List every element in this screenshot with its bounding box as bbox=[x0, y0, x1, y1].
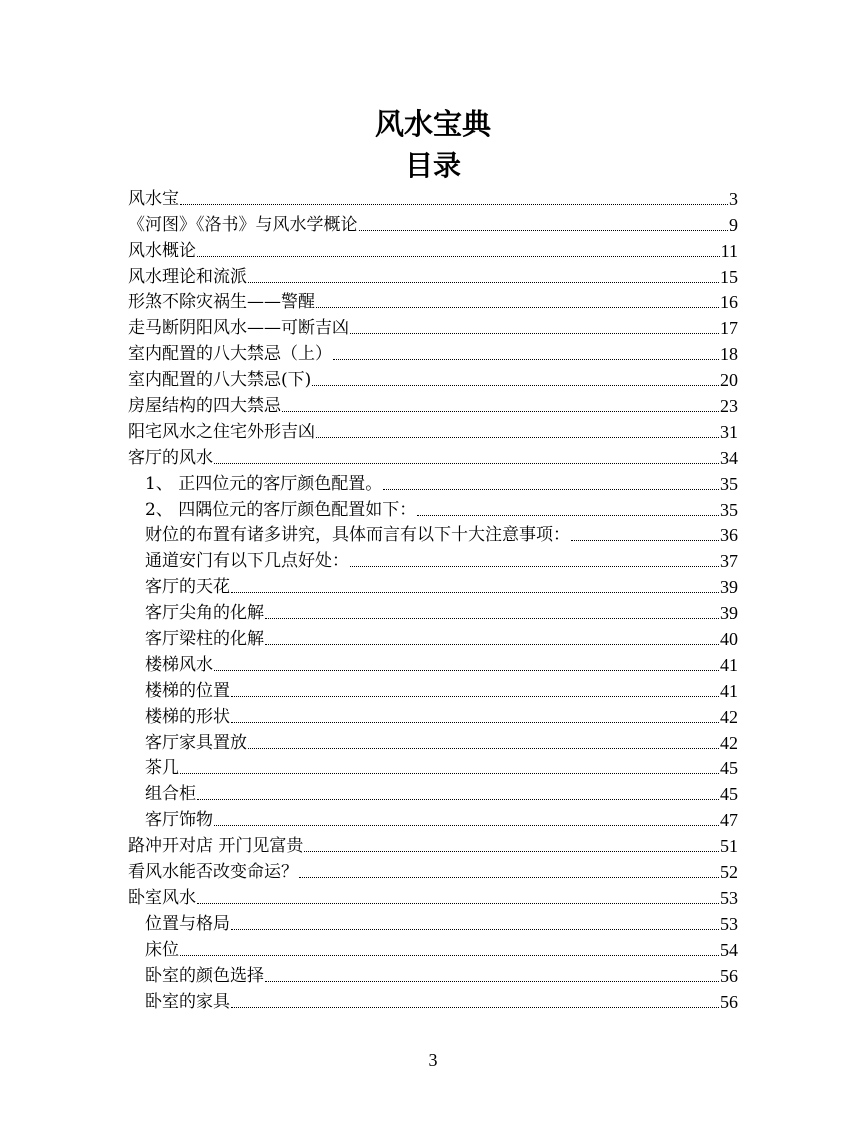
toc-entry-label: 《河图》《洛书》与风水学概论 bbox=[128, 214, 358, 235]
toc-entry[interactable] bbox=[128, 469, 738, 495]
toc-entry[interactable] bbox=[128, 702, 738, 728]
toc-entry-label: 风水宝 bbox=[128, 188, 179, 209]
toc-entry-page: 15 bbox=[720, 266, 738, 287]
toc-entry[interactable] bbox=[128, 779, 738, 805]
toc-entry-label: 客厅的风水 bbox=[128, 447, 213, 468]
toc-entry-label: 卧室风水 bbox=[128, 887, 196, 908]
toc-entry-label: 楼梯的位置 bbox=[145, 680, 230, 701]
toc-entry[interactable] bbox=[128, 365, 738, 391]
toc-entry-label: 路冲开对店 开门见富贵 bbox=[128, 836, 304, 857]
dot-leader bbox=[180, 204, 728, 205]
toc-entry-label: 走马断阴阳风水——可断吉凶 bbox=[128, 318, 349, 339]
toc-entry[interactable] bbox=[128, 857, 738, 883]
toc-entry[interactable] bbox=[128, 883, 738, 909]
toc-entry-page: 16 bbox=[720, 292, 738, 313]
toc-entry[interactable] bbox=[128, 935, 738, 961]
dot-leader bbox=[316, 437, 719, 438]
toc-entry[interactable] bbox=[128, 728, 738, 754]
toc-entry-label: 床位 bbox=[145, 939, 179, 960]
toc-entry-page: 54 bbox=[720, 939, 738, 960]
toc-entry-label: 组合柜 bbox=[145, 784, 196, 805]
dot-leader bbox=[299, 877, 719, 878]
dot-leader bbox=[417, 515, 719, 516]
dot-leader bbox=[197, 799, 719, 800]
dot-leader bbox=[231, 1007, 719, 1008]
toc-entry-page: 36 bbox=[720, 525, 738, 546]
dot-leader bbox=[571, 540, 719, 541]
toc-entry-page: 53 bbox=[720, 913, 738, 934]
toc-entry[interactable] bbox=[128, 909, 738, 935]
toc-entry-label: 客厅家具置放 bbox=[145, 732, 247, 753]
toc-entry-page: 34 bbox=[720, 447, 738, 468]
dot-leader bbox=[180, 955, 719, 956]
toc-entry-label: 财位的布置有诸多讲究，具体而言有以下十大注意事项： bbox=[145, 525, 570, 546]
toc-entry-page: 53 bbox=[720, 887, 738, 908]
toc-entry[interactable] bbox=[128, 754, 738, 780]
toc-entry-label: 阳宅风水之住宅外形吉凶 bbox=[128, 421, 315, 442]
dot-leader bbox=[304, 851, 719, 852]
toc-entry-label: 1、 正四位元的客厅颜色配置。 bbox=[145, 473, 383, 494]
toc-entry-page: 39 bbox=[720, 603, 738, 624]
dot-leader bbox=[231, 592, 719, 593]
dot-leader bbox=[231, 696, 719, 697]
toc-entry[interactable] bbox=[128, 676, 738, 702]
toc-entry-page: 42 bbox=[720, 706, 738, 727]
toc-heading: 目录 bbox=[404, 149, 461, 182]
dot-leader bbox=[350, 566, 719, 567]
toc-entry[interactable] bbox=[128, 546, 738, 572]
table-of-contents bbox=[128, 184, 738, 1013]
toc-entry-label: 卧室的颜色选择 bbox=[145, 965, 264, 986]
toc-entry-label: 卧室的家具 bbox=[145, 991, 230, 1012]
toc-entry[interactable] bbox=[128, 805, 738, 831]
dot-leader bbox=[197, 903, 719, 904]
toc-entry-label: 楼梯风水 bbox=[145, 654, 213, 675]
toc-entry[interactable] bbox=[128, 650, 738, 676]
toc-entry-page: 56 bbox=[720, 991, 738, 1012]
dot-leader bbox=[265, 618, 719, 619]
dot-leader bbox=[214, 825, 719, 826]
toc-entry[interactable] bbox=[128, 417, 738, 443]
toc-entry[interactable] bbox=[128, 831, 738, 857]
toc-entry-page: 41 bbox=[720, 680, 738, 701]
dot-leader bbox=[383, 489, 719, 490]
toc-entry-page: 41 bbox=[720, 654, 738, 675]
toc-entry-label: 室内配置的八大禁忌(下) bbox=[128, 370, 312, 391]
toc-entry-page: 45 bbox=[720, 758, 738, 779]
toc-entry-page: 42 bbox=[720, 732, 738, 753]
dot-leader bbox=[359, 230, 729, 231]
toc-entry[interactable] bbox=[128, 236, 738, 262]
toc-entry-page: 39 bbox=[720, 577, 738, 598]
toc-entry-label: 客厅梁柱的化解 bbox=[145, 629, 264, 650]
toc-entry-label: 楼梯的形状 bbox=[145, 706, 230, 727]
toc-entry-page: 56 bbox=[720, 965, 738, 986]
toc-entry-page: 9 bbox=[729, 214, 738, 235]
toc-entry-label: 客厅的天花 bbox=[145, 577, 230, 598]
toc-entry-page: 11 bbox=[720, 240, 738, 261]
toc-entry-label: 房屋结构的四大禁忌 bbox=[128, 396, 281, 417]
toc-entry-label: 形煞不除灾祸生——警醒 bbox=[128, 292, 315, 313]
toc-entry-label: 风水概论 bbox=[128, 240, 196, 261]
toc-entry-label: 看风水能否改变命运？ bbox=[128, 862, 298, 883]
toc-entry-page: 23 bbox=[720, 396, 738, 417]
dot-leader bbox=[248, 748, 719, 749]
dot-leader bbox=[231, 929, 719, 930]
toc-entry-page: 47 bbox=[720, 810, 738, 831]
toc-entry-label: 客厅饰物 bbox=[145, 810, 213, 831]
dot-leader bbox=[312, 385, 719, 386]
dot-leader bbox=[214, 463, 719, 464]
dot-leader bbox=[180, 773, 719, 774]
toc-entry[interactable] bbox=[128, 521, 738, 547]
dot-leader bbox=[214, 670, 719, 671]
dot-leader bbox=[282, 411, 719, 412]
toc-entry[interactable] bbox=[128, 598, 738, 624]
dot-leader bbox=[197, 256, 720, 257]
toc-entry-label: 茶几 bbox=[145, 758, 179, 779]
toc-entry-label: 风水理论和流派 bbox=[128, 266, 247, 287]
dot-leader bbox=[350, 333, 719, 334]
dot-leader bbox=[333, 359, 719, 360]
toc-entry[interactable] bbox=[128, 961, 738, 987]
toc-entry[interactable] bbox=[128, 987, 738, 1013]
dot-leader bbox=[231, 722, 719, 723]
toc-entry[interactable] bbox=[128, 339, 738, 365]
toc-entry-page: 17 bbox=[720, 318, 738, 339]
document-title: 风水宝典 bbox=[374, 107, 491, 141]
toc-entry[interactable] bbox=[128, 313, 738, 339]
toc-entry-page: 3 bbox=[729, 188, 738, 209]
toc-entry-page: 52 bbox=[720, 862, 738, 883]
toc-entry-label: 2、 四隅位元的客厅颜色配置如下： bbox=[145, 499, 417, 520]
toc-entry-page: 35 bbox=[720, 499, 738, 520]
toc-entry-label: 室内配置的八大禁忌（上） bbox=[128, 344, 332, 365]
toc-entry-page: 51 bbox=[720, 836, 738, 857]
toc-entry[interactable] bbox=[128, 262, 738, 288]
toc-entry-page: 18 bbox=[720, 344, 738, 365]
toc-entry[interactable] bbox=[128, 572, 738, 598]
toc-entry-page: 37 bbox=[720, 551, 738, 572]
dot-leader bbox=[316, 307, 719, 308]
toc-entry[interactable] bbox=[128, 624, 738, 650]
dot-leader bbox=[265, 644, 719, 645]
toc-entry[interactable] bbox=[128, 210, 738, 236]
toc-entry-label: 客厅尖角的化解 bbox=[145, 603, 264, 624]
toc-entry[interactable] bbox=[128, 495, 738, 521]
page-number: 3 bbox=[428, 1050, 438, 1070]
toc-entry[interactable] bbox=[128, 391, 738, 417]
toc-entry-page: 45 bbox=[720, 784, 738, 805]
toc-entry-label: 通道安门有以下几点好处： bbox=[145, 551, 349, 572]
dot-leader bbox=[265, 981, 719, 982]
dot-leader bbox=[248, 282, 719, 283]
toc-entry-page: 35 bbox=[720, 473, 738, 494]
toc-entry-page: 31 bbox=[720, 421, 738, 442]
toc-entry-page: 20 bbox=[720, 370, 738, 391]
toc-entry[interactable] bbox=[128, 184, 738, 210]
toc-entry-label: 位置与格局 bbox=[145, 913, 230, 934]
toc-entry-page: 40 bbox=[720, 629, 738, 650]
toc-entry[interactable] bbox=[128, 443, 738, 469]
toc-entry[interactable] bbox=[128, 288, 738, 314]
